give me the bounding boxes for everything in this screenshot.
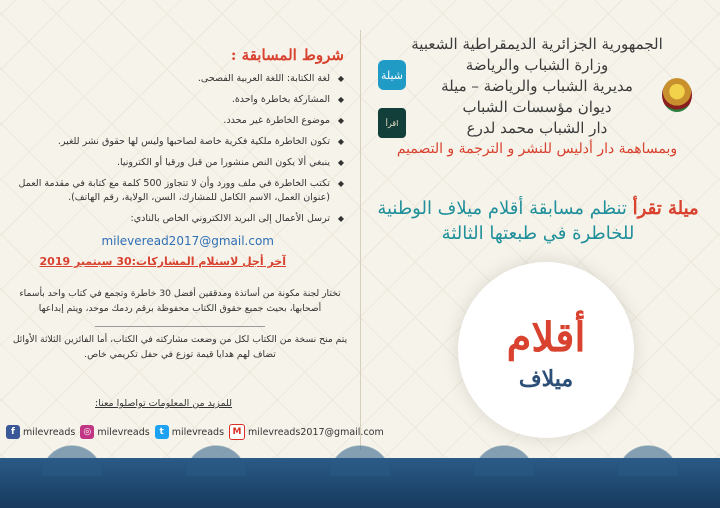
condition-item: ◆ ترسل الأعمال إلى البريد الالكتروني الخاص بالنادي: [14, 212, 344, 226]
condition-item: ◆ موضوع الخاطرة غير محدد. [14, 114, 344, 128]
selection-description: تختار لجنة مكونة من أساتذة ومدققين أفضل 30 خاطرة وتجمع في كتاب واحد بأسماء أصحابها، بحيث جميع حقوق الكتاب محفوظة برقم ردمك موحد، ويتم إبداعها [19, 288, 341, 314]
gmail-icon: M [229, 424, 245, 440]
header-line-5: دار الشباب محمد لدرع [466, 119, 608, 137]
reading-club-logo-icon: شيلة [378, 60, 406, 90]
header-line-2: وزارة الشباب والرياضة [465, 56, 609, 74]
condition-item: ◆ المشاركة بخاطرة واحدة. [14, 93, 344, 107]
submission-email-link[interactable]: mileveread2017@gmail.com [101, 234, 274, 248]
condition-item: ◆ تكتب الخاطرة في ملف وورد وأن لا تتجاوز 500 كلمة مع كتابة في مقدمة العمل (عنوان العمل، الاسم الكامل للمشارك، السن، الولاية، رقم الهاتف). [14, 177, 344, 205]
algeria-emblem-icon [662, 78, 692, 112]
bottom-wave-band [0, 458, 720, 508]
gmail-contact[interactable] [229, 424, 384, 440]
facebook-handle: milevreads [23, 426, 76, 438]
right-column [360, 0, 720, 508]
logo-sub-text: ميلاف [518, 366, 574, 392]
twitter-icon: t [155, 425, 169, 439]
header-line-6: وبمساهمة دار أدليس للنشر و الترجمة و التصميم [396, 141, 678, 157]
divider [95, 326, 265, 327]
header-line-1: الجمهورية الجزائرية الديمقراطية الشعبية [411, 35, 663, 53]
header-line-3: مديرية الشباب والرياضة – ميلة [441, 77, 633, 95]
title-line-1 [368, 196, 708, 221]
logo-main-text: أقلام [506, 314, 586, 361]
deadline-text: آخر أجل لاستلام المشاركات:30 سبتمبر 2019 [39, 255, 286, 268]
twitter-handle: milevreads [171, 426, 225, 438]
condition-item: ◆ ينبغي ألا يكون النص منشورا من قبل ورقيا أو الكترونيا. [14, 156, 344, 170]
title-lead: ميلة تقرأ [632, 198, 699, 219]
title-line-2: للخاطرة في طبعتها الثالثة [441, 223, 635, 244]
title-text: تنظم مسابقة أقلام ميلاف الوطنية [377, 198, 627, 219]
aqlam-milaf-logo [458, 262, 634, 438]
instagram-icon: ◎ [80, 425, 94, 439]
twitter-contact[interactable] [155, 425, 224, 439]
facebook-icon: f [6, 425, 20, 439]
condition-item: ◆ تكون الخاطرة ملكية فكرية خاصة لصاحبها وليس لها حقوق نشر للغير. [14, 135, 344, 149]
conditions-heading: شروط المسابقة : [230, 46, 344, 64]
condition-item: ◆ لغة الكتابة: اللغة العربية الفصحى. [14, 72, 344, 86]
more-info-label: للمزيد من المعلومات تواصلوا معنا: [95, 398, 232, 409]
gmail-address: milevreads2017@gmail.com [248, 426, 384, 438]
institution-header [392, 34, 682, 160]
facebook-contact[interactable] [6, 425, 75, 439]
youth-house-logo-icon: اقرأ [378, 108, 406, 138]
competition-title [368, 196, 708, 246]
prize-description: يتم منح نسخة من الكتاب لكل من وضعت مشاركته في الكتاب، أما الفائزين الثلاثة الأوائل تضاف لهم هدايا قيمة توزع في حفل تكريمي خاص. [12, 334, 348, 360]
conditions-list [14, 72, 344, 233]
header-line-4: ديوان مؤسسات الشباب [462, 98, 612, 116]
instagram-handle: milevreads [97, 426, 150, 438]
instagram-contact[interactable] [80, 425, 149, 439]
